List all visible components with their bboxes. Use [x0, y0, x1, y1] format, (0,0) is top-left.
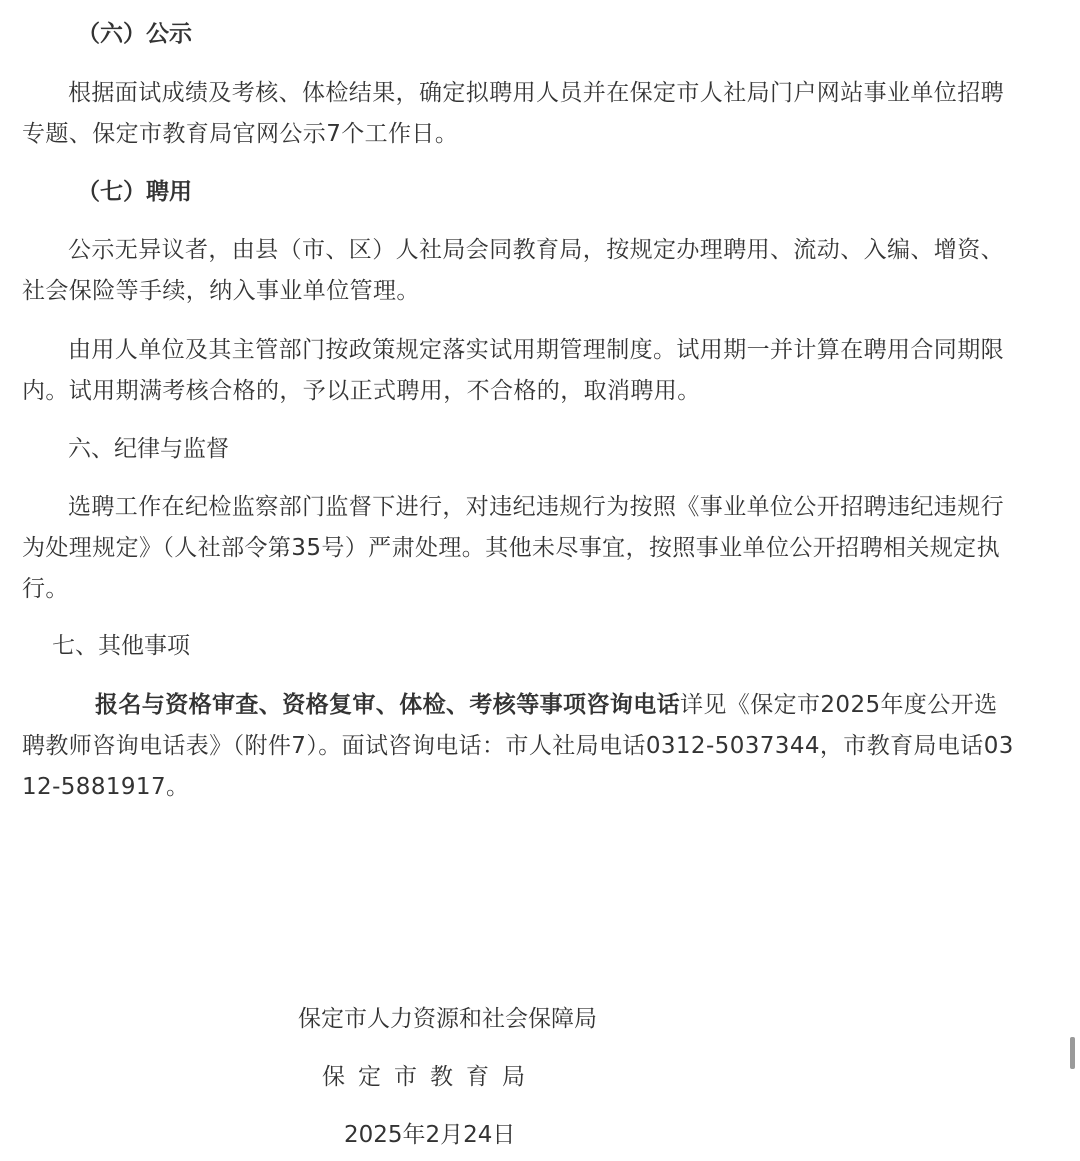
section-heading-other: 七、其他事项	[52, 633, 190, 659]
signature-org-hrss: 保定市人力资源和社会保障局	[298, 1006, 597, 1032]
signature-org-education: 保定市教育局	[322, 1064, 538, 1090]
paragraph-publicity: 根据面试成绩及考核、体检结果，确定拟聘用人员并在保定市人社局门户网站事业单位招聘专题、保定市教育局官网公示7个工作日。	[22, 80, 1004, 147]
section-heading-discipline: 六、纪律与监督	[68, 436, 229, 462]
paragraph-discipline: 选聘工作在纪检监察部门监督下进行，对违纪违规行为按照《事业单位公开招聘违纪违规行为处理规定》（人社部令第35号）严肃处理。其他未尽事宜，按照事业单位公开招聘相关规定执行。	[22, 494, 1004, 602]
paragraph-employment-2: 由用人单位及其主管部门按政策规定落实试用期管理制度。试用期一并计算在聘用合同期限内。试用期满考核合格的，予以正式聘用，不合格的，取消聘用。	[22, 337, 1004, 404]
signature-date: 2025年2月24日	[344, 1122, 516, 1148]
paragraph-other	[22, 685, 1016, 808]
paragraph-employment-1: 公示无异议者，由县（市、区）人社局会同教育局，按规定办理聘用、流动、入编、增资、社会保险等手续，纳入事业单位管理。	[22, 237, 1004, 304]
section-heading-employment: （七）聘用	[77, 179, 192, 205]
contact-lead-bold: 报名与资格审查、资格复审、体检、考核等事项咨询电话	[95, 692, 680, 718]
scrollbar-thumb[interactable]	[1070, 1037, 1075, 1069]
contact-details: 详见《保定市2025年度公开选聘教师咨询电话表》（附件7）。面试咨询电话：市人社局电话0312-5037344，市教育局电话0312-5881917。	[22, 692, 1014, 800]
section-heading-publicity: （六）公示	[77, 21, 192, 47]
